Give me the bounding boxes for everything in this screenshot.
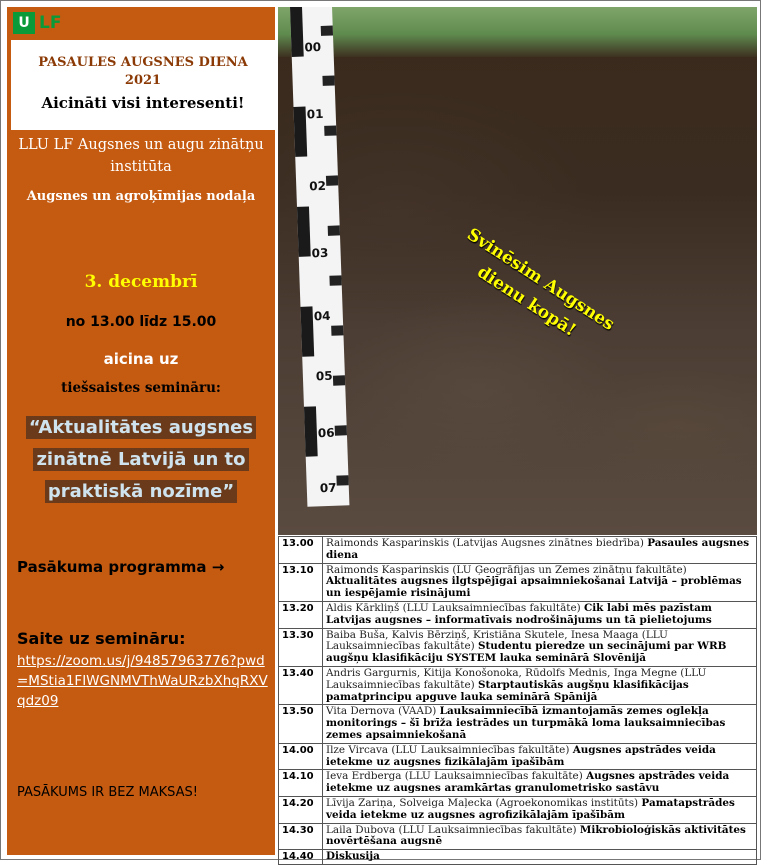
invitation-heading: Aicināti visi interesenti! [41, 94, 245, 112]
schedule-title: Cik labi mēs pazīstam Latvijas augsnes – informatīvais nodrošinājums un tā pielietojums [326, 601, 712, 626]
schedule-title: Studentu pieredze un secinājumi par WRB augšņu klasifikāciju SYSTEM lauka seminārā Slovēnijā [326, 640, 727, 665]
table-row [279, 537, 757, 564]
schedule-speaker: Raimonds Kasparinskis (LU Ģeogrāfijas un Zemes zinātņu fakultāte) [326, 563, 687, 576]
photo-caption: Svinēsim Augsnes dienu kopā! [463, 224, 618, 341]
ruler-tick [324, 125, 336, 135]
schedule-title: Mikrobioloģiskās aktivitātes novērtēšana augsnē [326, 823, 746, 848]
schedule-item [323, 563, 757, 601]
logo-text: LF [39, 13, 62, 33]
ruler-segment [300, 306, 314, 356]
arrow-right-icon: → [211, 558, 225, 576]
schedule-speaker: Laila Dubova (LLU Lauksaimniecības fakultāte) [326, 823, 577, 836]
schedule-time: 14.40 [279, 850, 323, 865]
table-row [279, 796, 757, 823]
ruler-tick [333, 375, 345, 385]
schedule-speaker: Ieva Erdberga (LLU Lauksaimniecības fakultāte) [326, 770, 583, 783]
schedule-speaker: Aldis Kārkliņš (LLU Lauksaimniecības fakultāte) [326, 601, 581, 614]
table-row [279, 770, 757, 797]
ruler-tick [335, 425, 347, 435]
schedule-item [323, 537, 757, 564]
free-note: PASĀKUMS IR BEZ MAKSAS! [17, 785, 198, 800]
program-label-text: Pasākuma programma [17, 558, 207, 576]
schedule-speaker: Andris Gargurnis, Kitija Konošonoka, Rūdolfs Mednis, Inga Megne (LLU Lauksaimniecības fakultāte) [326, 666, 707, 691]
ruler-segment [293, 107, 307, 157]
schedule-speaker: Raimonds Kasparinskis (Latvijas Augsnes zinātnes biedrība) [326, 537, 644, 549]
schedule-time: 14.00 [279, 743, 323, 770]
department-name: Augsnes un agroķīmijas nodaļa [26, 189, 256, 204]
ruler-label: 00 [304, 39, 322, 55]
event-title-line2: 2021 [124, 73, 162, 88]
schedule-item [323, 796, 757, 823]
schedule-time: 13.00 [279, 537, 323, 564]
schedule-speaker: Baiba Buša, Kalvis Bērziņš, Kristiāna Skutele, Inesa Maaga (LLU Lauksaimniecības fakultāte) [326, 628, 668, 653]
schedule-time: 13.50 [279, 705, 323, 743]
schedule-time: 13.20 [279, 601, 323, 628]
title-box [11, 40, 275, 130]
institute-name: LLU LF Augsnes un augu zinātņu institūta [18, 137, 264, 175]
ruler-tick [328, 225, 340, 235]
logo [7, 7, 275, 39]
schedule-title: Diskusija [326, 850, 380, 863]
ruler-segment [290, 7, 304, 57]
schedule-time: 13.40 [279, 666, 323, 704]
schedule-title: Augsnes apstrādes veida ietekme uz augsnes aramkārtas granulometrisko sastāvu [326, 770, 730, 795]
table-row [279, 823, 757, 850]
schedule-title: Lauksaimniecībā izmantojamās zemes oglekļa monitorings – šī brīža iestrādes un turpmākā loma lauksaimniecības zemes apsaimniekošanā [326, 705, 726, 741]
ruler-segment [304, 406, 318, 456]
table-row [279, 666, 757, 704]
schedule-title: Aktualitātes augsnes ilgtspējīgai apsaimniekošanai Latvijā – problēmas un iespējamie risinājumi [326, 575, 742, 600]
ruler-tick [322, 75, 334, 85]
schedule-table [278, 536, 757, 865]
ruler-label: 06 [317, 425, 335, 441]
event-title [11, 54, 275, 90]
schedule-title: Starptautiskās augšņu klasifikācijas pamatprincipu apguve lauka seminārā Spānijā [326, 678, 689, 703]
ruler-tick [331, 325, 343, 335]
schedule-speaker: Līvija Zariņa, Solveiga Maļecka (Agroekonomikas institūts) [326, 796, 639, 809]
zoom-link[interactable]: https://zoom.us/j/94857963776?pwd=MStia1FIWGNMVThWaURzbXhqRXVqdz09 [17, 653, 268, 709]
schedule-time: 14.10 [279, 770, 323, 797]
ruler-tick [321, 26, 333, 36]
logo-mark: U [13, 12, 35, 34]
event-time: no 13.00 līdz 15.00 [65, 314, 217, 330]
table-row [279, 601, 757, 628]
schedule-title: Pasaules augsnes diena [326, 537, 750, 561]
schedule-time: 13.30 [279, 628, 323, 666]
ruler-segment [297, 206, 311, 256]
table-row [279, 850, 757, 865]
program-label [17, 558, 224, 576]
ruler-label: 01 [306, 106, 324, 122]
soil-profile-photo [278, 7, 757, 535]
ruler-tick [329, 275, 341, 285]
seminar-topic [17, 412, 265, 508]
schedule-title: Augsnes apstrādes veida ietekme uz augsnes fizikālajām īpašībām [326, 743, 716, 768]
seminar-format: tiešsaistes semināru: [61, 380, 221, 396]
schedule-item [323, 770, 757, 797]
left-column [7, 7, 275, 855]
schedule-item [323, 628, 757, 666]
table-row [279, 628, 757, 666]
schedule-time: 14.20 [279, 796, 323, 823]
schedule-speaker: Vita Dernova (VAAD) [326, 705, 437, 718]
ruler-label: 03 [311, 245, 329, 261]
ruler-tick [336, 475, 348, 485]
ruler-label: 02 [309, 178, 327, 194]
schedule-item [323, 743, 757, 770]
schedule-item [323, 666, 757, 704]
schedule-item [323, 705, 757, 743]
schedule-time: 13.10 [279, 563, 323, 601]
schedule-item [323, 823, 757, 850]
event-date: 3. decembrī [84, 272, 198, 292]
schedule-speaker: Ilze Vircava (LLU Lauksaimniecības fakultāte) [326, 743, 570, 756]
ruler-tick [326, 175, 338, 185]
measuring-ruler [290, 7, 349, 507]
ruler-label: 05 [315, 368, 333, 384]
ruler-label: 04 [313, 308, 331, 324]
ruler-label: 07 [319, 480, 337, 496]
invites-text: aicina uz [103, 350, 179, 368]
link-label: Saite uz semināru: [17, 629, 186, 648]
event-title-line1: PASAULES AUGSNES DIENA [38, 55, 248, 70]
schedule-title: Pamatapstrādes veida ietekme uz augsnes agrofizikālajām īpašībām [326, 796, 735, 821]
schedule-item [323, 850, 757, 865]
grass-layer [278, 7, 757, 57]
table-row [279, 743, 757, 770]
seminar-topic-text: “Aktualitātes augsnes zinātnē Latvijā un to praktiskā nozīme” [26, 416, 256, 503]
schedule-time: 14.30 [279, 823, 323, 850]
table-row [279, 563, 757, 601]
schedule-item [323, 601, 757, 628]
table-row [279, 705, 757, 743]
